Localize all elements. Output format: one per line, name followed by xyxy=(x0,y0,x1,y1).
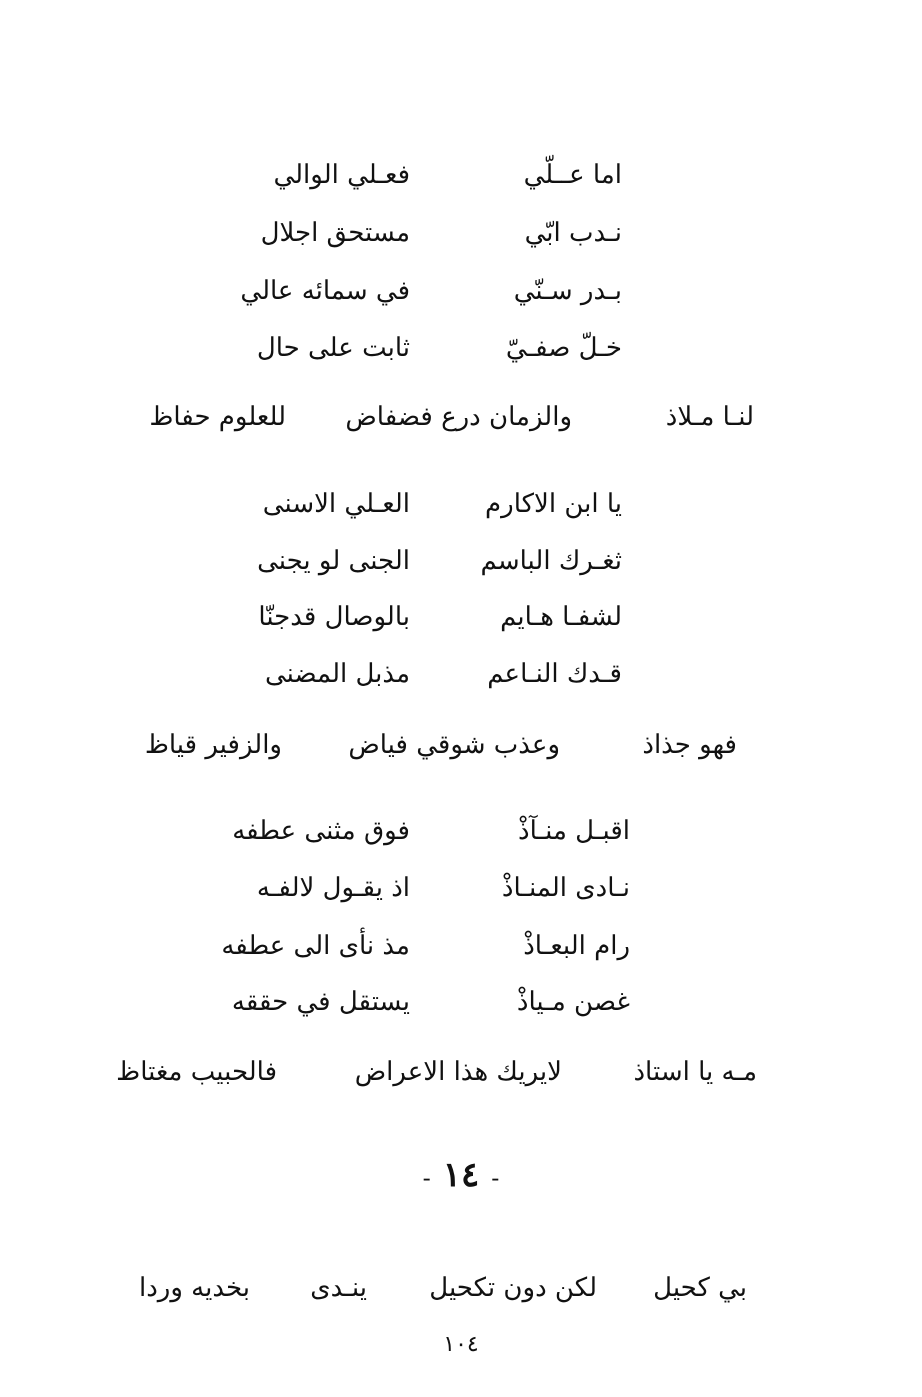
continuation-part: بخديه وردا xyxy=(138,1273,250,1303)
refrain-part: لنـا مـلاذ xyxy=(665,402,754,432)
verse-line: يا ابن الاكارم xyxy=(485,489,622,519)
dash-left: - xyxy=(422,1164,431,1192)
verse-line: خـلّ صفـيّ xyxy=(505,333,622,363)
continuation-part: لكن دون تكحيل xyxy=(429,1273,597,1303)
refrain-part: والزفير قياظ xyxy=(144,730,282,760)
refrain-part: والزمان درع فضفاض xyxy=(345,402,572,432)
verse-line: مذبل المضنى xyxy=(264,659,410,689)
verse-line: نـدب ابّي xyxy=(524,218,622,248)
verse-line: ثغـرك الباسم xyxy=(480,546,622,576)
refrain-part: للعلوم حفاظ xyxy=(149,402,286,432)
verse-line: مستحق اجلال xyxy=(260,218,410,248)
continuation-part: بي كحيل xyxy=(653,1273,747,1303)
verse-line: رام البعـاذْ xyxy=(523,931,630,961)
page-number: ١٠٤ xyxy=(443,1332,479,1357)
verse-line: اذ يقـول لالفـه xyxy=(256,873,410,903)
section-number-text: ١٤ xyxy=(442,1155,480,1195)
refrain-part: وعذب شوقي فياض xyxy=(348,730,560,760)
continuation-part: ينـدى xyxy=(310,1273,367,1303)
dash-right: - xyxy=(491,1164,500,1192)
verse-line: فوق مثنى عطفه xyxy=(232,816,410,846)
verse-line: في سمائه عالي xyxy=(240,276,410,306)
verse-line: الجنى لو يجنى xyxy=(257,546,410,576)
refrain-part: مـه يا استاذ xyxy=(633,1057,757,1087)
refrain-part: فهو جذاذ xyxy=(642,730,737,760)
refrain-part: فالحبيب مغتاظ xyxy=(116,1057,277,1087)
verse-line: قـدك النـاعم xyxy=(487,659,622,689)
verse-line: بـدر سـنّي xyxy=(513,276,622,306)
verse-line: لشفـا هـايم xyxy=(500,602,622,632)
verse-line: اما عــلّي xyxy=(523,160,622,190)
verse-line: غصن مـياذْ xyxy=(516,987,630,1017)
verse-line: ثابت على حال xyxy=(256,333,410,363)
verse-line: يستقل في حققه xyxy=(231,987,410,1017)
verse-line: اقبـل منـآذْ xyxy=(518,816,630,846)
verse-line: فعـلي الوالي xyxy=(273,160,410,190)
verse-line: نـادى المنـاذْ xyxy=(501,873,630,903)
section-number xyxy=(0,1155,922,1198)
verse-line: مذ نأى الى عطفه xyxy=(221,931,410,961)
verse-line: العـلي الاسنى xyxy=(262,489,410,519)
verse-line: بالوصال قدجنّا xyxy=(258,602,410,632)
refrain-part: لايريك هذا الاعراض xyxy=(354,1057,562,1087)
